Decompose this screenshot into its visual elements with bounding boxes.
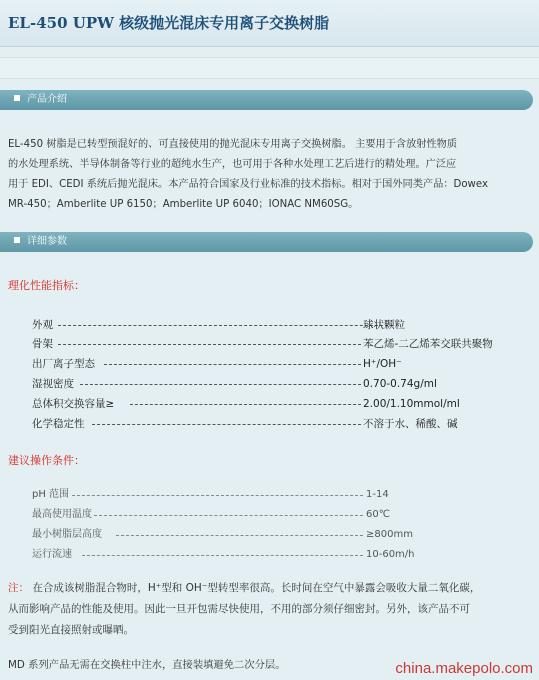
page-title: EL-450 UPW 核级抛光混床专用离子交换树脂	[8, 14, 330, 32]
note-line	[8, 578, 532, 599]
intro-paragraph	[8, 135, 532, 215]
spec-value: 球状颗粒	[363, 319, 405, 331]
op-label: 最高使用温度	[32, 509, 92, 520]
op-value: 1-14	[366, 489, 389, 500]
op-row	[32, 506, 532, 524]
section-label-details: 详细参数	[27, 236, 67, 247]
note-paragraph	[8, 578, 532, 641]
square-bullet-icon	[14, 237, 20, 243]
dash-leader	[92, 424, 361, 425]
dash-leader	[80, 384, 361, 385]
physchem-heading: 理化性能指标：	[8, 279, 85, 292]
spec-row	[32, 395, 532, 413]
spec-row	[32, 415, 532, 433]
watermark: china.makepolo.com	[395, 660, 533, 677]
spec-value: 不溶于水、稀酸、碱	[363, 418, 458, 430]
spec-value: 2.00/1.10mmol/ml	[363, 398, 460, 410]
spec-label: 外观	[32, 319, 53, 331]
spec-row	[32, 316, 532, 334]
spec-value: H⁺/OH⁻	[363, 358, 402, 370]
note-line: 受到阳光直接照射或曝晒。	[8, 624, 134, 636]
op-row	[32, 526, 532, 544]
dash-leader	[58, 344, 361, 345]
op-value: 10-60m/h	[366, 549, 415, 560]
spec-row	[32, 335, 532, 353]
blank-band	[0, 57, 539, 79]
op-label: pH 范围	[32, 489, 70, 500]
section-bar-details	[0, 232, 533, 252]
section-label-intro: 产品介绍	[27, 94, 67, 105]
spec-label: 出厂离子型态	[32, 358, 95, 370]
dash-leader	[130, 404, 361, 405]
op-row	[32, 486, 532, 504]
dash-leader	[72, 495, 363, 496]
note-line: 从而影响产品的性能及使用。因此一旦开包需尽快使用，不用的部分须仔细密封。另外，该产品不可	[8, 603, 470, 615]
md-series-note: MD 系列产品无需在交换柱中注水，直接装填避免二次分层。	[8, 659, 286, 671]
intro-line: EL-450 树脂是已转型预混好的、可直接使用的抛光混床专用离子交换树脂。 主要用于含放射性物质	[8, 139, 458, 150]
intro-line: MR-450；Amberlite UP 6150；Amberlite UP 6040；IONAC NM60SG。	[8, 199, 359, 210]
operation-heading: 建议操作条件：	[8, 454, 85, 467]
spec-value: 苯乙烯-二乙烯苯交联共聚物	[363, 338, 493, 350]
dash-leader	[94, 515, 363, 516]
dash-leader	[104, 364, 361, 365]
spec-row	[32, 375, 532, 393]
title-bar	[0, 0, 539, 47]
spec-label: 骨架	[32, 338, 53, 350]
spec-label: 湿视密度	[32, 378, 74, 390]
op-label: 最小树脂层高度	[32, 529, 102, 540]
intro-line: 的水处理系统、半导体制备等行业的超纯水生产，也可用于各种水处理工艺后进行的精处理。广泛应	[8, 159, 457, 170]
spec-row	[32, 355, 532, 373]
spec-value: 0.70-0.74g/ml	[363, 378, 437, 390]
dash-leader	[116, 535, 363, 536]
note-text: 在合成该树脂混合物时，H⁺型和 OH⁻型转型率很高。长时间在空气中暴露会吸收大量二氧化碳，	[29, 582, 481, 594]
dash-leader	[58, 325, 393, 326]
op-value: ≥800mm	[366, 529, 413, 540]
op-label: 运行流速	[32, 549, 72, 560]
spec-label: 化学稳定性	[32, 418, 85, 430]
spec-label: 总体积交换容量≥	[32, 398, 115, 410]
op-value: 60℃	[366, 509, 390, 520]
section-bar-intro	[0, 90, 533, 110]
op-row	[32, 546, 532, 564]
dash-leader	[82, 555, 363, 556]
intro-line: 用于 EDI、CEDI 系统后抛光混床。本产品符合国家及行业标准的技术指标。相对于国外同类产品：Dowex	[8, 179, 488, 190]
note-prefix: 注：	[8, 582, 29, 594]
square-bullet-icon	[14, 95, 20, 101]
